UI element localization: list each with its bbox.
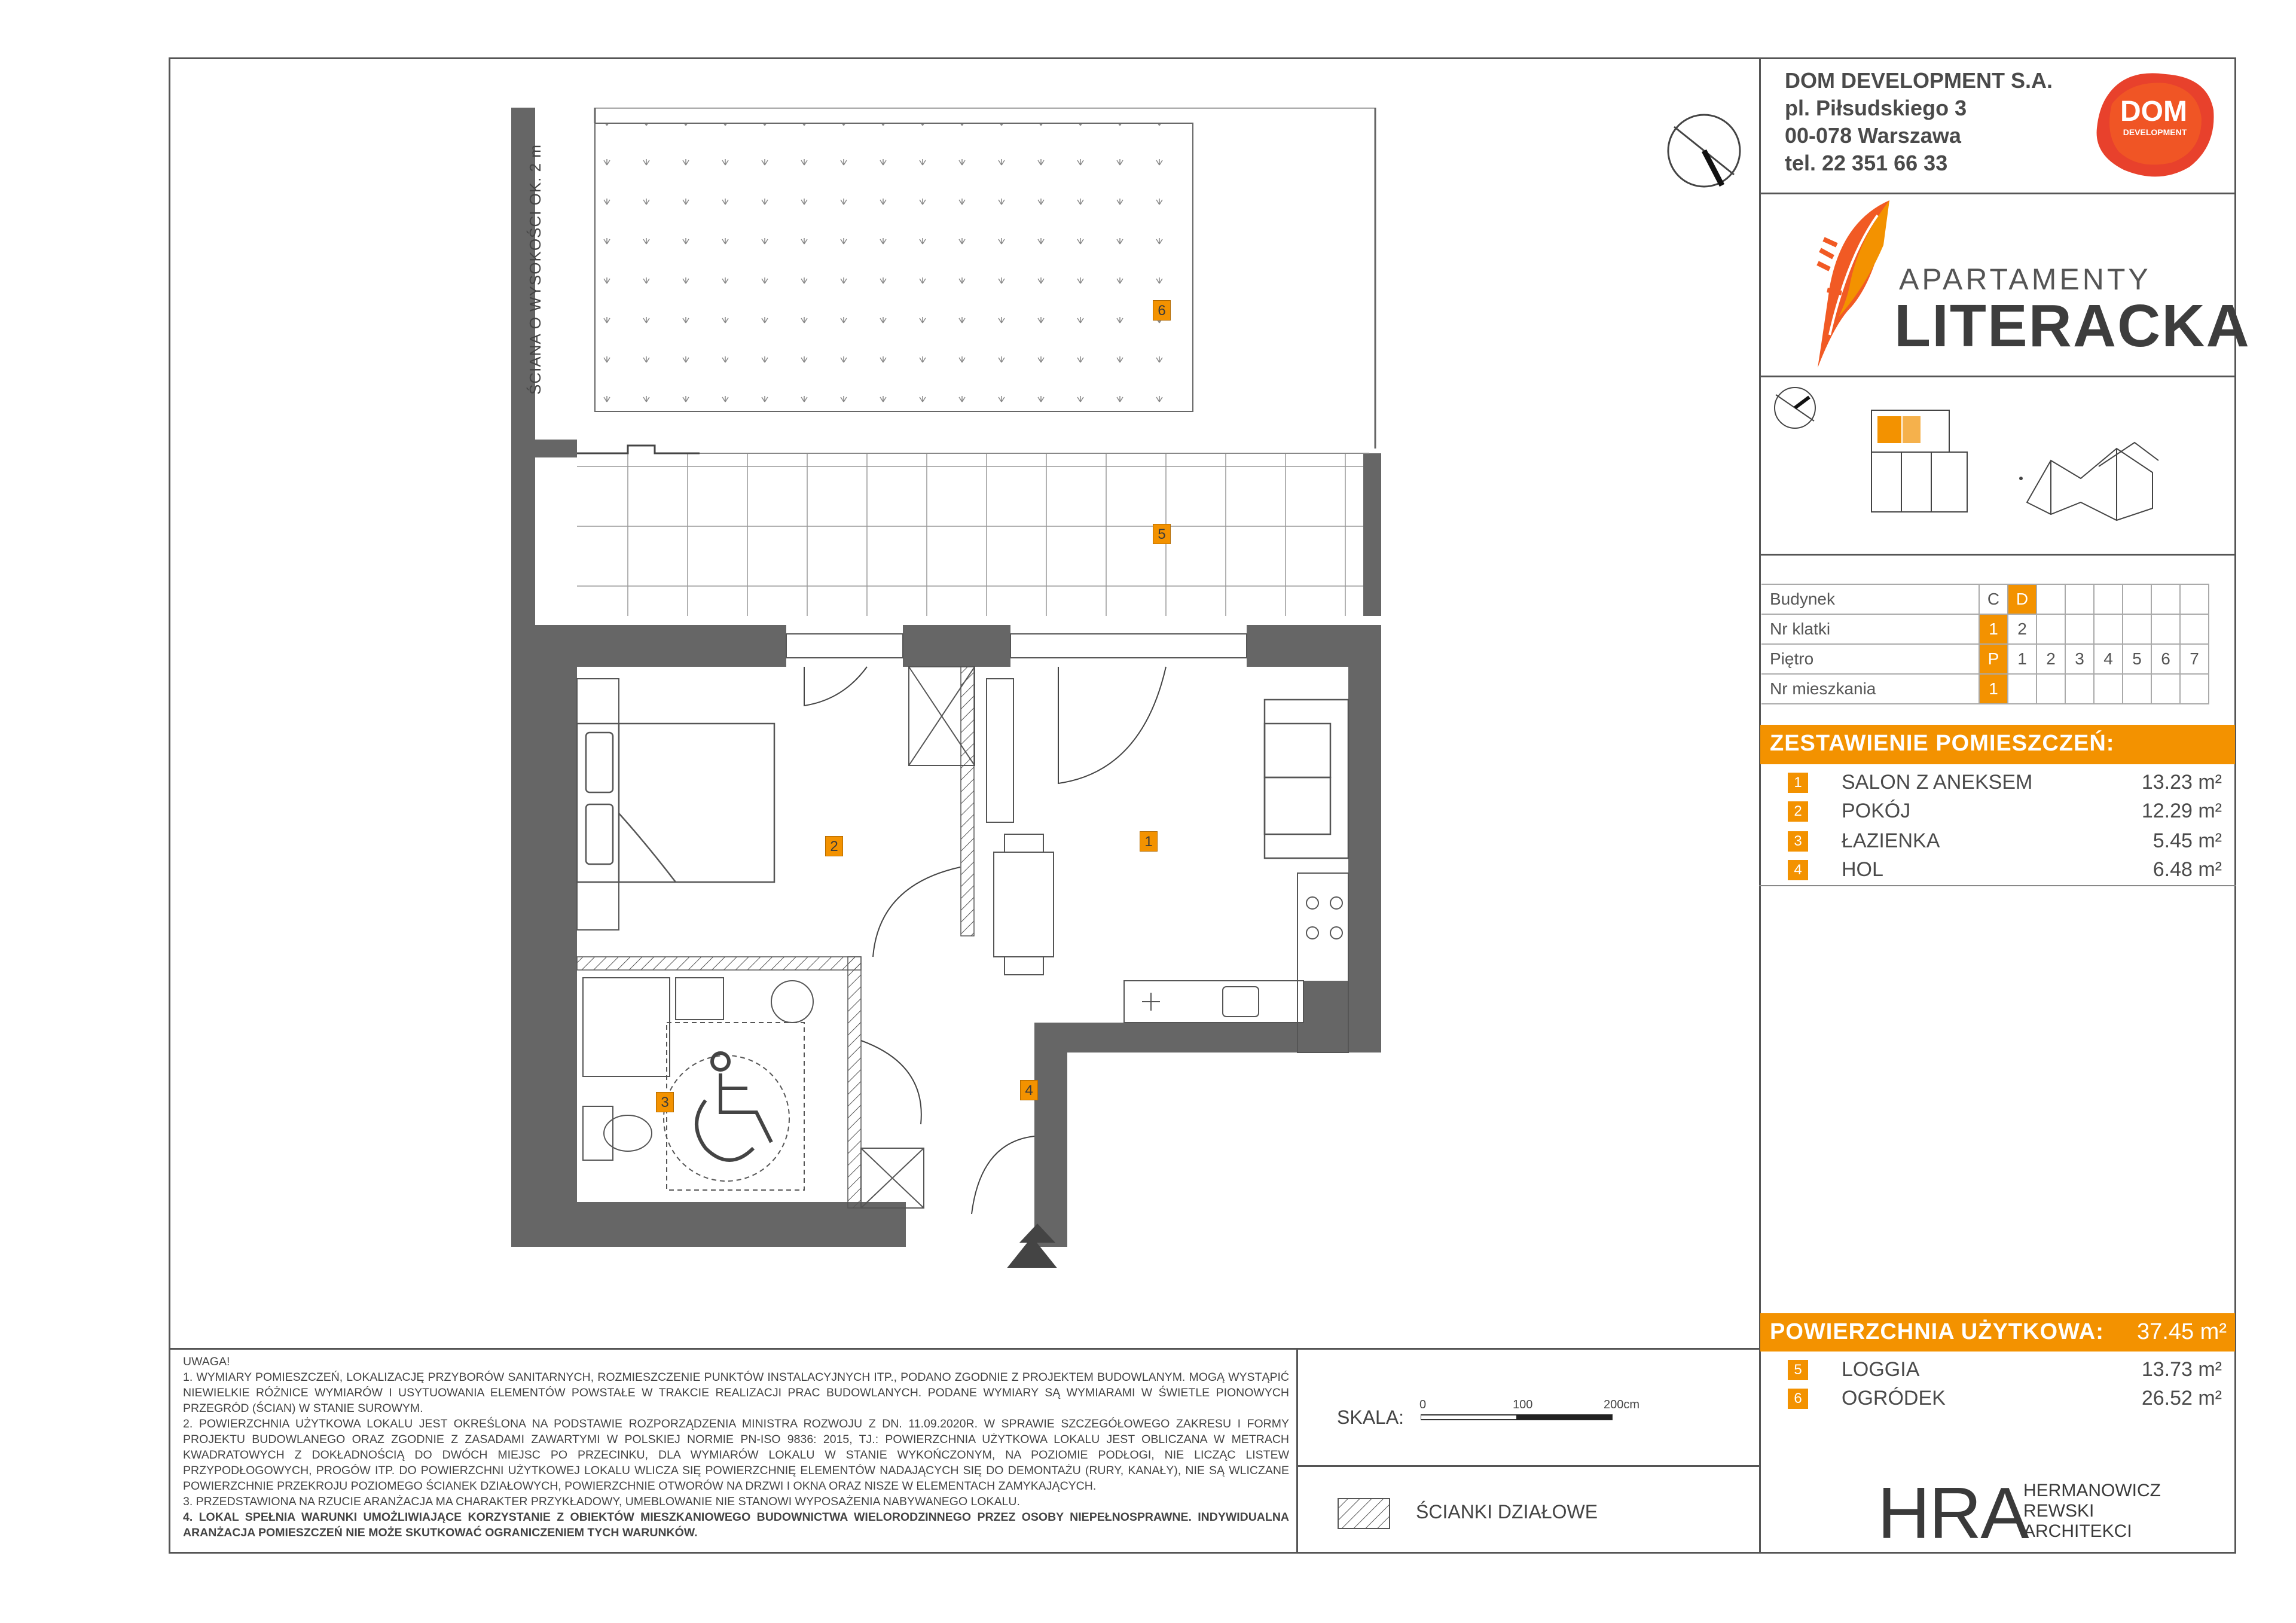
room-name: ŁAZIENKA xyxy=(1842,829,1940,852)
info-cell xyxy=(2037,584,2065,614)
info-cell xyxy=(2151,584,2180,614)
info-row-label: Budynek xyxy=(1761,584,1979,614)
feather-logo-icon xyxy=(1806,197,1901,371)
info-cell: 1 xyxy=(2008,644,2037,674)
company-address2: 00-078 Warszawa xyxy=(1785,123,1961,148)
info-table xyxy=(1761,584,2209,704)
note-3: 3. PRZEDSTAWIONA NA RZUCIE ARANŻACJA MA CHARAKTER PRZYKŁADOWY, UMEBLOWANIE NIE STANOWI WYPOSAŻENIA NABYWANEGO LOKALU. xyxy=(183,1495,1020,1508)
info-cell xyxy=(2094,674,2123,704)
architect-name xyxy=(2023,1481,2161,1542)
info-row-label: Nr klatki xyxy=(1761,614,1979,644)
info-cell xyxy=(2065,584,2094,614)
logo-main-text: DOM xyxy=(2120,96,2187,127)
room-name: LOGGIA xyxy=(1842,1358,1920,1381)
note-1: 1. WYMIARY POMIESZCZEŃ, LOKALIZACJĘ PRZYBORÓW SANITARNYCH, ROZMIESZCZENIE PUNKTÓW INSTALACYJNYCH ITP., PODANO ZGODNIE Z PROJEKTEM BUDOWLANYM. MOGĄ WYSTĄPIĆ NIEWIELKIE RÓŻNICE WYMIARÓW I USYTUOWANIA ELEMENTÓW POWSTAŁE W TRAKCIE REALIZACJI PRAC BUDOWLANYCH. PODANE WYMIARY SĄ WYMIARAMI W ŚWIETLE PIONOWYCH PRZEGRÓD (ŚCIAN) W STANIE SUROWYM. xyxy=(183,1371,1289,1415)
scale-tick-0: 0 xyxy=(1419,1398,1427,1411)
info-row xyxy=(1761,614,2209,644)
scale-bar xyxy=(1421,1413,1630,1424)
divider xyxy=(1759,885,2236,886)
info-cell xyxy=(2151,614,2180,644)
total-area-value: 37.45 m² xyxy=(2137,1319,2227,1344)
brand-line1: APARTAMENTY xyxy=(1899,263,2151,296)
legend-label: ŚCIANKI DZIAŁOWE xyxy=(1416,1501,1598,1523)
info-cell xyxy=(2065,614,2094,644)
apartment-walls xyxy=(535,625,1381,1247)
dom-logo xyxy=(2088,62,2219,182)
info-cell xyxy=(2094,584,2123,614)
plan-tag-3: 3 xyxy=(656,1092,674,1112)
extra-area-row xyxy=(1788,1385,2230,1414)
room-area: 13.23 m² xyxy=(2141,771,2222,794)
room-area: 13.73 m² xyxy=(2141,1358,2222,1381)
room-area: 12.29 m² xyxy=(2141,800,2222,822)
architect-line2: REWSKI xyxy=(2023,1501,2095,1521)
info-cell xyxy=(2094,614,2123,644)
divider xyxy=(1759,193,2236,194)
info-cell: C xyxy=(1979,584,2008,614)
info-cell xyxy=(2180,674,2209,704)
scale-label: SKALA: xyxy=(1337,1407,1405,1428)
extra-area-row xyxy=(1788,1356,2230,1385)
total-area-bar xyxy=(1760,1313,2235,1352)
info-cell: 4 xyxy=(2094,644,2123,674)
room-area: 6.48 m² xyxy=(2152,858,2222,881)
info-row xyxy=(1761,584,2209,614)
partition-wall xyxy=(577,957,861,970)
room-name: POKÓJ xyxy=(1842,800,1911,822)
note-4: 4. LOKAL SPEŁNIA WARUNKI UMOŻLIWIAJĄCE KORZYSTANIE Z OBIEKTÓW MIESZKANIOWEGO BUDOWNICTWA WIELORODZINNEGO PRZEZ OSOBY NIEPEŁNOSPRAWNE. INDYWIDUALNA ARANŻACJA POMIESZCZEŃ NIE MOŻE SKUTKOWAĆ OGRANICZENIEM TYCH WARUNKÓW. xyxy=(183,1511,1289,1539)
info-row xyxy=(1761,644,2209,674)
info-cell xyxy=(2123,674,2151,704)
company-address1: pl. Piłsudskiego 3 xyxy=(1785,96,1967,120)
info-cell xyxy=(2008,674,2037,704)
north-arrow-icon xyxy=(1662,109,1746,193)
total-area-label: POWIERZCHNIA UŻYTKOWA: xyxy=(1770,1319,2104,1344)
floor-plan xyxy=(508,108,1393,1268)
room-number-badge: 2 xyxy=(1788,801,1808,822)
divider xyxy=(1296,1348,1298,1554)
room-number-badge: 3 xyxy=(1788,831,1808,852)
wheelchair-icon xyxy=(697,1053,771,1160)
room-row xyxy=(1788,828,2230,856)
wall-height-note: ŚCIANA O WYSOKOŚCI OK. 2 m xyxy=(526,144,544,395)
info-cell: 6 xyxy=(2151,644,2180,674)
info-cell xyxy=(2180,614,2209,644)
info-cell xyxy=(2037,674,2065,704)
brand-line2: LITERACKA xyxy=(1894,292,2251,359)
garden-area xyxy=(595,123,1193,411)
info-row-label: Nr mieszkania xyxy=(1761,674,1979,704)
info-cell xyxy=(2123,584,2151,614)
company-info xyxy=(1785,67,2053,177)
loggia-area xyxy=(577,453,1369,616)
tv-cabinet xyxy=(987,679,1013,822)
divider xyxy=(1759,554,2236,556)
room-number-badge: 6 xyxy=(1788,1389,1808,1409)
info-cell: 2 xyxy=(2037,644,2065,674)
room-row xyxy=(1788,856,2230,885)
loggia-wall xyxy=(1363,453,1381,616)
rooms-header: ZESTAWIENIE POMIESZCZEŃ: xyxy=(1770,731,2115,756)
key-plan-site xyxy=(2015,431,2164,526)
info-cell xyxy=(2123,614,2151,644)
room-area: 26.52 m² xyxy=(2141,1387,2222,1410)
plan-tag-6: 6 xyxy=(1153,300,1171,321)
info-cell xyxy=(2037,614,2065,644)
info-row xyxy=(1761,674,2209,704)
logo-sub-text: DEVELOPMENT xyxy=(2123,127,2187,137)
info-cell: 1 xyxy=(1979,674,2008,704)
divider xyxy=(1296,1465,1759,1467)
room-area: 5.45 m² xyxy=(2152,829,2222,852)
info-cell: 1 xyxy=(1979,614,2008,644)
room-number-badge: 5 xyxy=(1788,1360,1808,1380)
sofa xyxy=(1265,700,1348,858)
info-cell xyxy=(2180,584,2209,614)
divider xyxy=(169,1348,1759,1350)
north-arrow-small-icon xyxy=(1771,384,1819,432)
room-number-badge: 4 xyxy=(1788,860,1808,880)
architect-line1: HERMANOWICZ xyxy=(2023,1481,2161,1500)
info-cell: 2 xyxy=(2008,614,2037,644)
rooms-header-bar xyxy=(1760,725,2235,764)
partition-wall xyxy=(848,957,861,1208)
info-cell: 7 xyxy=(2180,644,2209,674)
plan-tag-1: 1 xyxy=(1140,831,1158,852)
architect-logo: HRA xyxy=(1877,1472,2028,1554)
info-row-label: Piętro xyxy=(1761,644,1979,674)
company-phone: tel. 22 351 66 33 xyxy=(1785,151,1948,175)
bed xyxy=(577,724,774,882)
room-name: HOL xyxy=(1842,858,1883,881)
note-2: 2. POWIERZCHNIA UŻYTKOWA LOKALU JEST OKREŚLONA NA PODSTAWIE ROZPORZĄDZENIA MINISTRA ROZWOJU Z DN. 11.09.2020R. W SPRAWIE SZCZEGÓŁOWEGO ZAKRESU I FORMY PROJEKTU BUDOWLANEGO ORAZ ZGODNIE Z ZASADAMI ZAWARTYMI W POLSKIEJ NORMIE PN-ISO 9836: 2015, TJ.: POWIERZCHNIA UŻYTKOWA LOKALU JEST OBLICZANA W METRACH KWADRATOWYCH Z DOKŁADNOŚCIĄ DO DWÓCH MIEJSC PO PRZECINKU, DLA WYMIARÓW LOKALU W STANIE WYKOŃCZONYM, NA POZIOMIE PODŁOGI, NIE LICZĄC LISTEW PRZYPODŁOGOWYCH, PROGÓW ITP. DO POWIERZCHNI UŻYTKOWEJ LOKALU WLICZA SIĘ POWIERZCHNIĘ ELEMENTÓW NADAJĄCYCH SIĘ DO DEMONTAŻU (RURY, KANAŁY), NIE SĄ WLICZANE POWIERZCHNIE PRZEKROJU POZIOMEGO ŚCIANEK DZIAŁOWYCH, POWIERZCHNIE OTWORÓW NA DRZWI I OKNA ORAZ NISZE W ELEMENTACH ZAMYKAJĄCYCH. xyxy=(183,1417,1289,1493)
partition-wall xyxy=(961,667,974,936)
info-cell: P xyxy=(1979,644,2008,674)
notes-block xyxy=(183,1354,1289,1540)
key-plan-building-c xyxy=(1866,404,1973,524)
room-row xyxy=(1788,798,2230,826)
room-name: SALON Z ANEKSEM xyxy=(1842,771,2033,794)
bathroom-fixtures xyxy=(583,978,924,1208)
info-cell xyxy=(2151,674,2180,704)
notes-title: UWAGA! xyxy=(183,1355,230,1368)
plan-tag-5: 5 xyxy=(1153,524,1171,544)
scale-tick-200: 200cm xyxy=(1604,1398,1640,1411)
info-cell: 5 xyxy=(2123,644,2151,674)
info-cell xyxy=(2065,674,2094,704)
divider xyxy=(1759,376,2236,377)
architect-line3: ARCHITEKCI xyxy=(2023,1521,2132,1541)
loggia-rail xyxy=(535,440,577,457)
dining-table xyxy=(994,834,1054,975)
company-name: DOM DEVELOPMENT S.A. xyxy=(1785,68,2053,93)
info-cell: D xyxy=(2008,584,2037,614)
room-number-badge: 1 xyxy=(1788,773,1808,793)
room-row xyxy=(1788,769,2230,798)
plan-tag-4: 4 xyxy=(1020,1080,1038,1100)
room-name: OGRÓDEK xyxy=(1842,1387,1946,1410)
partition-legend-icon xyxy=(1337,1497,1391,1530)
plan-tag-2: 2 xyxy=(825,836,843,856)
scale-tick-100: 100 xyxy=(1513,1398,1533,1411)
info-cell: 3 xyxy=(2065,644,2094,674)
